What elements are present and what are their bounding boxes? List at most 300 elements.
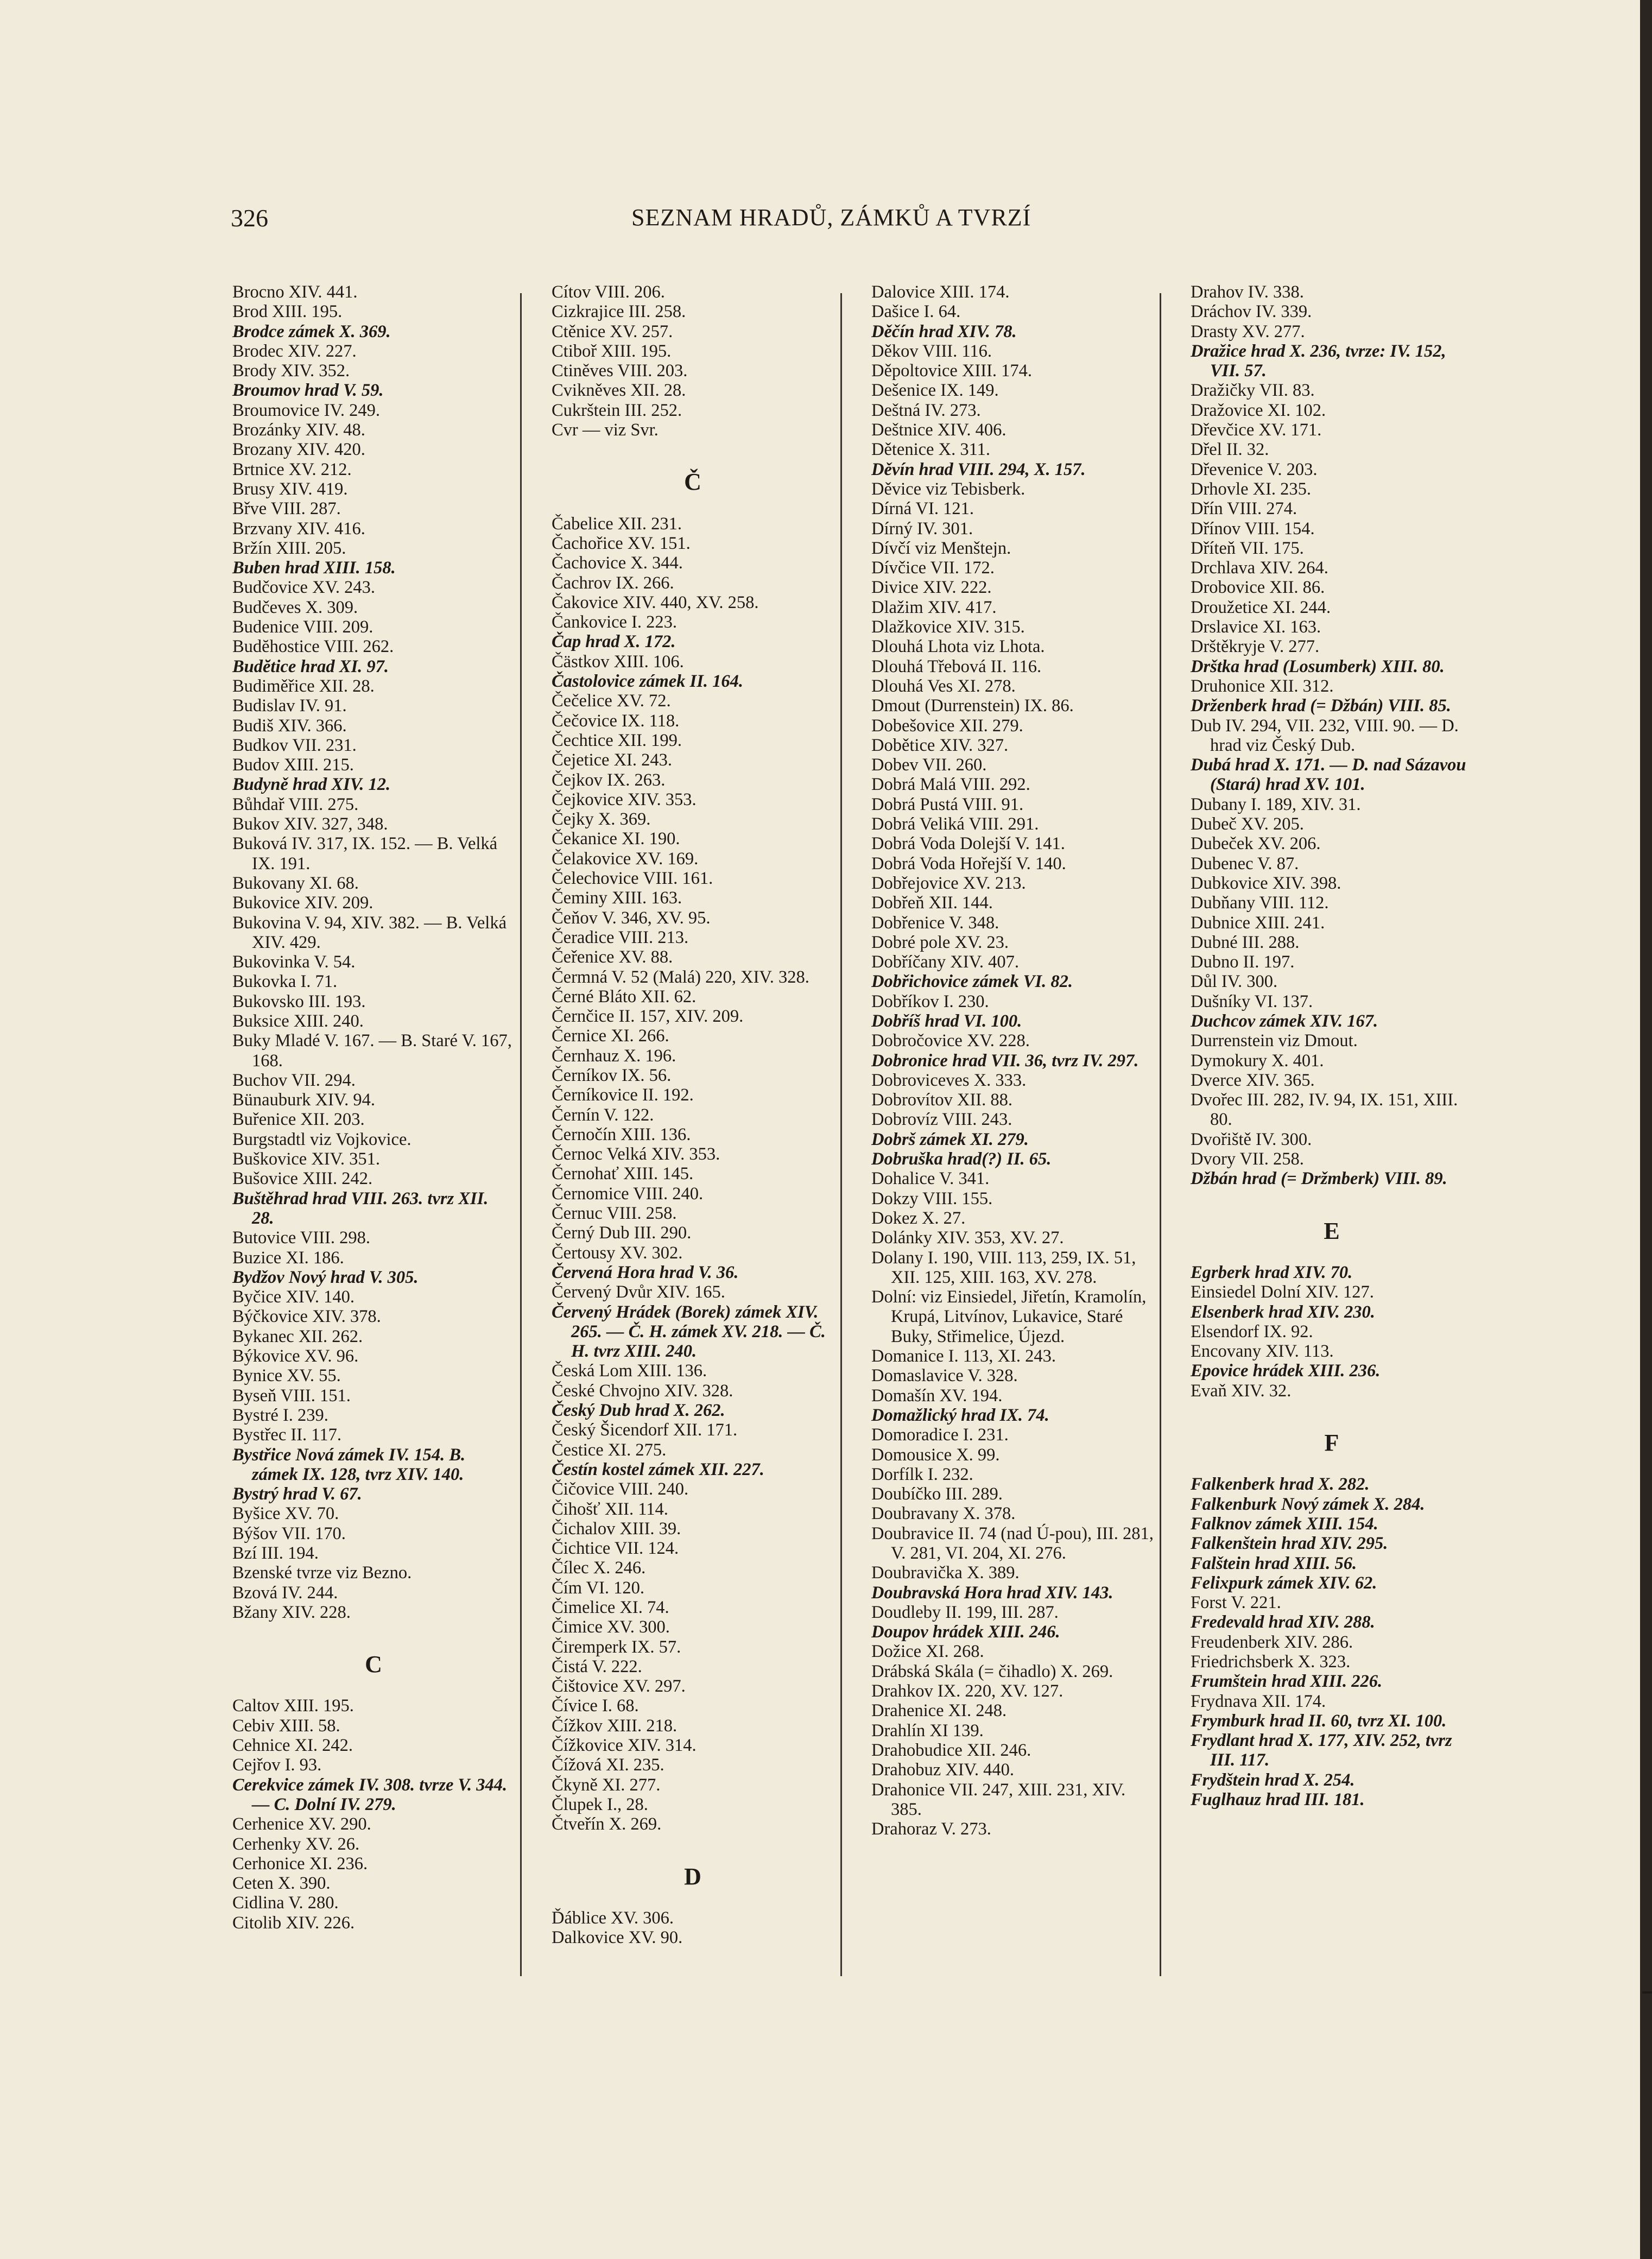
index-entry: Čejetice XI. 243. [552,750,673,770]
index-entry: Budislav IV. 91. [232,696,347,716]
index-entry: Dlouhá Ves XI. 278. [871,676,1016,696]
index-entry: Dobrovíz VIII. 243. [871,1110,1012,1130]
column-divider [520,293,522,1976]
index-entry: Čechtice XII. 199. [552,730,682,750]
index-entry: Budčovice XV. 243. [232,578,375,598]
section-letter: E [1324,1217,1340,1244]
index-entry: Dubno II. 197. [1191,952,1295,972]
index-entry: Divice XIV. 222. [871,578,992,598]
index-entry: Dlažkovice XIV. 315. [871,617,1025,637]
index-entry: Fuglhauz hrad III. 181. [1191,1790,1365,1810]
index-entry: Černhauz X. 196. [552,1046,676,1066]
index-entry: Dubnice XIII. 241. [1191,913,1325,933]
index-entry: Elsenberk hrad XIV. 230. [1191,1302,1375,1322]
index-entry: Dobrá Voda Hořejší V. 140. [871,853,1066,874]
index-entry: Dlouhá Třebová II. 116. [871,656,1042,676]
index-entry: Drahkov IX. 220, XV. 127. [871,1681,1064,1701]
index-entry: Drslavice XI. 163. [1191,617,1321,637]
index-entry: Dokzy VIII. 155. [871,1188,993,1208]
index-entry: Durrenstein viz Dmout. [1191,1031,1358,1051]
index-entry: Brodec XIV. 227. [232,341,357,361]
index-entry: Čankovice I. 223. [552,612,678,632]
index-entry: Česká Lom XIII. 136. [552,1361,707,1381]
index-entry: Bünauburk XIV. 94. [232,1090,375,1110]
index-entry: Doupov hrádek XIII. 246. [871,1622,1060,1642]
index-entry: Citolib XIV. 226. [232,1913,355,1933]
index-entry: Čečovice IX. 118. [552,711,680,731]
index-entry: Byseň VIII. 151. [232,1385,351,1406]
index-entry: Dverce XIV. 365. [1191,1070,1315,1090]
index-entry: Epovice hrádek XIII. 236. [1191,1361,1381,1381]
index-entry: Buksice XIII. 240. [232,1011,364,1031]
index-entry: Dívčí viz Menštejn. [871,538,1011,558]
index-entry: Černohať XIII. 145. [552,1164,694,1184]
index-entry: Dobříčany XIV. 407. [871,952,1019,972]
index-entry: Domousice X. 99. [871,1445,1000,1465]
index-entry: Český Šicendorf XII. 171. [552,1420,738,1440]
index-entry: Čabelice XII. 231. [552,514,682,534]
index-entry: Freudenberk XIV. 286. [1191,1632,1353,1652]
index-entry: Buková IV. 317, IX. 152. — B. Velká IX. 191. [232,834,498,874]
index-entry: Čeminy XIII. 163. [552,888,682,908]
index-entry: Drahoraz V. 273. [871,1819,991,1839]
index-entry: Čívice I. 68. [552,1696,639,1716]
index-entry: Čeňov V. 346, XV. 95. [552,908,711,928]
index-entry: České Chvojno XIV. 328. [552,1381,733,1401]
index-entry: Býčkovice XIV. 378. [232,1307,381,1327]
index-entry: Brocno XIV. 441. [232,282,358,302]
index-entry: Dub IV. 294, VII. 232, VIII. 90. — D. hrad viz Český Dub. [1191,716,1459,755]
index-entry: Čím VI. 120. [552,1578,644,1598]
index-entry: Bzí III. 194. [232,1543,319,1563]
index-entry: Drženberk hrad (= Džbán) VIII. 85. [1191,696,1451,716]
index-entry: Brodce zámek X. 369. [232,321,391,341]
index-entry: Frydštein hrad X. 254. [1191,1770,1355,1790]
index-entry: Čkyně XI. 277. [552,1775,661,1795]
index-entry: Drahov IV. 338. [1191,282,1304,302]
index-entry: Dírná VI. 121. [871,499,974,519]
index-entry: Čejky X. 369. [552,809,651,830]
index-entry: Falkenštein hrad XIV. 295. [1191,1534,1388,1554]
index-entry: Čížkov XIII. 218. [552,1716,678,1736]
index-entry: Drahlín XI 139. [871,1720,984,1741]
index-entry: Doubravice II. 74 (nad Ú-pou), III. 281, V. 281, VI. 204, XI. 276. [871,1523,1154,1563]
index-entry: Dřín VIII. 274. [1191,499,1297,519]
index-entry: Brozany XIV. 420. [232,440,365,460]
index-entry: Cvikněves XII. 28. [552,381,686,401]
index-entry: Drábská Skála (= čihadlo) X. 269. [871,1661,1113,1681]
index-entry: Dobruška hrad(?) II. 65. [871,1149,1052,1169]
index-entry: Cerekvice zámek IV. 308. tvrze V. 344. — C. Dolní IV. 279. [232,1775,508,1814]
index-entry: Brtnice XV. 212. [232,459,352,479]
index-entry: Bzenské tvrze viz Bezno. [232,1563,412,1583]
index-entry: Cerhonice XI. 236. [232,1853,368,1874]
index-entry: Dráchov IV. 339. [1191,302,1312,322]
index-entry: Cizkrajice III. 258. [552,302,686,322]
index-entry: Bystřice Nová zámek IV. 154. B. zámek IX. 128, tvrz XIV. 140. [232,1445,466,1484]
index-entry: Domanice I. 113, XI. 243. [871,1346,1056,1366]
index-entry: Brozánky XIV. 48. [232,420,365,440]
index-entry: Čečelice XV. 72. [552,691,671,711]
index-entry: Bystré I. 239. [232,1405,328,1425]
index-entry: Doudleby II. 199, III. 287. [871,1602,1059,1622]
index-entry: Bůhdař VIII. 275. [232,794,359,814]
index-entry: Cehnice XI. 242. [232,1736,353,1756]
index-entry: Frydnava XII. 174. [1191,1691,1326,1711]
index-entry: Brzvany XIV. 416. [232,518,365,539]
index-entry: Dobročovice XV. 228. [871,1031,1030,1051]
index-entry: Červený Hrádek (Borek) zámek XIV. 265. — Č. H. zámek XV. 218. — Č. H. tvrz XIII. 240. [552,1302,826,1362]
index-entry: Bukovina V. 94, XIV. 382. — B. Velká XIV. 429. [232,913,507,952]
index-entry: Dymokury X. 401. [1191,1051,1324,1071]
index-entry: Dobrá Malá VIII. 292. [871,775,1030,795]
index-entry: Dobrá Veliká VIII. 291. [871,814,1039,834]
index-entry: Černý Dub III. 290. [552,1223,692,1243]
index-entry: Černčice II. 157, XIV. 209. [552,1007,744,1027]
index-entry: Budĕhostice VIII. 262. [232,637,394,657]
index-entry: Čachrov IX. 266. [552,573,674,593]
index-entry: Dřevčice XV. 171. [1191,420,1322,440]
index-entry: Dušníky VI. 137. [1191,991,1313,1011]
index-entry: Bystřec II. 117. [232,1425,341,1445]
index-entry: Čihošť XII. 114. [552,1499,668,1519]
index-entry: Budyně hrad XIV. 12. [232,775,391,795]
index-entry: Bykanec XII. 262. [232,1326,363,1346]
index-entry: Černíkovice II. 192. [552,1085,694,1105]
index-entry: Čílec X. 246. [552,1558,646,1578]
index-entry: Deštnice XIV. 406. [871,420,1007,440]
index-entry: Budiměřice XII. 28. [232,676,375,696]
index-entry: Dobré pole XV. 23. [871,932,1009,952]
index-entry: Drštka hrad (Losumberk) XIII. 80. [1191,656,1445,676]
index-entry: Ctiněves VIII. 203. [552,361,688,381]
index-entry: Buky Mladé V. 167. — B. Staré V. 167, 168. [232,1031,512,1071]
index-entry: Děkov VIII. 116. [871,341,992,361]
index-entry: Falknov zámek XIII. 154. [1191,1514,1378,1534]
index-entry: Dubeč XV. 205. [1191,814,1304,834]
index-entry: Drobovice XII. 86. [1191,578,1325,598]
index-entry: Dolany I. 190, VIII. 113, 259, IX. 51, XII. 125, XIII. 163, XV. 278. [871,1248,1136,1287]
index-entry: Bukovsko III. 193. [232,991,366,1011]
index-entry: Drchlava XIV. 264. [1191,558,1328,578]
index-entry: Butovice VIII. 298. [232,1228,370,1248]
index-entry: Brusy XIV. 419. [232,479,348,499]
index-entry: Budkov VII. 231. [232,735,357,755]
index-entry: Dětenice X. 311. [871,440,990,460]
section-letter: C [365,1651,382,1678]
index-entry: Čelakovice XV. 169. [552,849,699,869]
index-entry: Forst V. 221. [1191,1593,1281,1613]
index-entry: Černočín XIII. 136. [552,1124,691,1144]
index-entry: Fredevald hrad XIV. 288. [1191,1612,1375,1632]
index-entry: Buštěhrad hrad VIII. 263. tvrz XII. 28. [232,1188,489,1228]
index-entry: Budiš XIV. 366. [232,716,347,736]
index-entry: Džbán hrad (= Držmberk) VIII. 89. [1191,1169,1447,1189]
index-entry: Dlouhá Lhota viz Lhota. [871,637,1045,657]
index-entry: Děvice viz Tebisberk. [871,479,1026,499]
index-entry: Čimice XV. 300. [552,1617,670,1637]
index-entry: Důl IV. 300. [1191,972,1278,992]
index-entry: Budov XIII. 215. [232,755,354,775]
index-entry: Čiremperk IX. 57. [552,1637,681,1657]
index-entry: Čertousy XV. 302. [552,1243,683,1263]
index-entry: Doubravany X. 378. [871,1504,1016,1524]
index-entry: Dožice XI. 268. [871,1642,984,1662]
index-entry: Čtveřín X. 269. [552,1814,662,1834]
index-entry: Evaň XIV. 32. [1191,1381,1292,1401]
index-entry: Černuc VIII. 258. [552,1204,677,1224]
index-entry: Falkenberk hrad X. 282. [1191,1475,1370,1495]
index-column-4 [1191,282,1473,1809]
index-entry: Břve VIII. 287. [232,499,341,519]
index-entry: Falkenburk Nový zámek X. 284. [1191,1494,1425,1514]
index-entry: Dřel II. 32. [1191,440,1269,460]
index-entry: Dorfílk I. 232. [871,1464,973,1484]
index-entry: Domoradice I. 231. [871,1425,1009,1445]
column-divider [1160,293,1161,1976]
index-entry: Cerhenice XV. 290. [232,1814,371,1834]
column-divider [840,293,842,1976]
index-entry: Čelechovice VIII. 161. [552,869,713,889]
index-entry: Čestín kostel zámek XII. 227. [552,1459,764,1479]
index-entry: Druhonice XII. 312. [1191,676,1334,696]
index-entry: Čeradice VIII. 213. [552,927,689,947]
index-entry: Čakovice XIV. 440, XV. 258. [552,592,759,612]
index-entry: Dohalice V. 341. [871,1169,990,1189]
index-entry: Drštěkryje V. 277. [1191,637,1320,657]
index-entry: Bukovany XI. 68. [232,873,359,893]
index-entry: Čimelice XI. 74. [552,1598,669,1617]
index-entry: Dešenice IX. 149. [871,381,999,401]
page-number: 326 [231,204,268,232]
index-entry: Budenice VIII. 209. [232,617,374,637]
index-entry: Dobešovice XII. 279. [871,716,1023,736]
index-entry: Bukovka I. 71. [232,972,338,992]
index-entry: Doubíčko III. 289. [871,1484,1003,1504]
index-entry: Čästkov XIII. 106. [552,651,684,672]
index-entry: Buchov VII. 294. [232,1070,356,1090]
index-entry: Dobrá Pustá VIII. 91. [871,794,1024,814]
index-entry: Dobrovítov XII. 88. [871,1090,1012,1110]
index-entry: Ctiboř XIII. 195. [552,341,672,361]
index-entry: Buškovice XIV. 351. [232,1149,381,1169]
index-entry: Dobříš hrad VI. 100. [871,1011,1022,1031]
index-entry: Cidlina V. 280. [232,1893,339,1913]
index-entry: Buzice XI. 186. [232,1248,344,1268]
index-entry: Frydlant hrad X. 177, XIV. 252, tvrz III. 117. [1191,1731,1452,1770]
index-entry: Cvr — viz Svr. [552,420,659,440]
index-entry: Dříteň VII. 175. [1191,538,1304,558]
index-entry: Bynice XV. 55. [232,1366,341,1386]
index-entry: Dobroviceves X. 333. [871,1070,1027,1090]
index-entry: Čížkovice XIV. 314. [552,1736,697,1756]
index-entry: Cítov VIII. 206. [552,282,665,302]
index-entry: Dubňany VIII. 112. [1191,893,1329,913]
index-entry: Elsendorf IX. 92. [1191,1321,1313,1342]
index-entry: Drasty XV. 277. [1191,321,1305,341]
index-entry: Dobřichovice zámek VI. 82. [871,972,1073,992]
index-entry: Býkovice XV. 96. [232,1346,359,1366]
index-entry: Čičovice VIII. 240. [552,1479,689,1499]
index-entry: Egrberk hrad XIV. 70. [1191,1262,1353,1282]
index-entry: Čeřenice XV. 88. [552,947,673,967]
index-entry: Bukov XIV. 327, 348. [232,814,388,834]
index-entry: Čestice XI. 275. [552,1440,667,1460]
index-entry: Český Dub hrad X. 262. [552,1401,725,1421]
index-entry: Byčice XIV. 140. [232,1287,355,1307]
index-entry: Bušovice XIII. 242. [232,1169,373,1189]
index-entry: Dvořiště IV. 300. [1191,1129,1312,1149]
index-entry: Bžany XIV. 228. [232,1602,351,1622]
index-entry: Dobřeň XII. 144. [871,893,993,913]
index-entry: Budčeves X. 309. [232,597,358,617]
index-entry: Dírný IV. 301. [871,518,973,539]
index-entry: Felixpurk zámek XIV. 62. [1191,1573,1377,1593]
index-entry: Černoc Velká XIV. 353. [552,1144,720,1165]
index-entry: Encovany XIV. 113. [1191,1342,1334,1362]
index-entry: Deštná IV. 273. [871,400,981,420]
index-entry: Drahobudice XII. 246. [871,1740,1031,1760]
index-entry: Einsiedel Dolní XIV. 127. [1191,1282,1374,1302]
index-entry: Friedrichsberk X. 323. [1191,1652,1351,1672]
section-letter: F [1324,1429,1339,1457]
section-letter: Č [684,469,701,496]
index-entry: Dubkovice XIV. 398. [1191,873,1341,893]
index-entry: Čichtice VII. 124. [552,1539,679,1559]
index-entry: Brody XIV. 352. [232,361,350,381]
index-entry: Dřínov VIII. 154. [1191,518,1315,539]
index-entry: Dobrá Voda Dolejší V. 141. [871,834,1065,854]
index-entry: Dražovice XI. 102. [1191,400,1326,420]
index-entry: Dalovice XIII. 174. [871,282,1010,302]
index-entry: Buben hrad XIII. 158. [232,558,396,578]
running-header: SEZNAM HRADŮ, ZÁMKŮ A TVRZÍ [631,204,1031,231]
index-entry: Červený Dvůr XIV. 165. [552,1282,725,1302]
index-entry: Děpoltovice XIII. 174. [871,361,1033,381]
index-entry: Falštein hrad XIII. 56. [1191,1553,1357,1573]
index-entry: Bukovice XIV. 209. [232,893,374,913]
index-entry: Dřevenice V. 203. [1191,459,1318,479]
index-entry: Frumštein hrad XIII. 226. [1191,1672,1383,1692]
index-entry: Čížová XI. 235. [552,1755,664,1775]
index-entry: Dubenec V. 87. [1191,853,1299,874]
index-entry: Černé Bláto XII. 62. [552,986,697,1007]
index-entry: Dobřejovice XV. 213. [871,873,1026,893]
index-entry: Bukovinka V. 54. [232,952,356,972]
index-entry: Dokez X. 27. [871,1208,966,1228]
page-edge-shadow [1640,0,1652,2259]
index-entry: Budĕtice hrad XI. 97. [232,656,389,676]
index-entry: Častolovice zámek II. 164. [552,672,743,692]
index-entry: Dubá hrad X. 171. — D. nad Sázavou (Stará) hrad XV. 101. [1191,755,1466,795]
index-entry: Byšice XV. 70. [232,1504,339,1524]
index-entry: Dvořec III. 282, IV. 94, IX. 151, XIII. 80. [1191,1090,1458,1130]
index-entry: Dívčice VII. 172. [871,558,995,578]
index-entry: Bzová IV. 244. [232,1583,338,1603]
index-entry: Cukrštein III. 252. [552,400,682,420]
index-entry: Dražičky VII. 83. [1191,381,1315,401]
index-entry: Černín V. 122. [552,1105,654,1125]
index-entry: Drahobuz XIV. 440. [871,1760,1014,1780]
index-entry: Caltov XIII. 195. [232,1696,354,1716]
index-entry: Dubné III. 288. [1191,932,1300,952]
index-entry: Červená Hora hrad V. 36. [552,1262,739,1282]
index-column-3 [871,282,1154,1839]
index-entry: Čekanice XI. 190. [552,829,680,849]
index-entry: Čichalov XIII. 39. [552,1518,681,1539]
index-entry: Doubravička X. 389. [871,1563,1020,1583]
index-entry: Černice XI. 266. [552,1026,669,1046]
index-entry: Brod XIII. 195. [232,302,343,322]
index-entry: Čejkov IX. 263. [552,770,666,790]
index-entry: Ctěnice XV. 257. [552,321,673,341]
index-entry: Bydžov Nový hrad V. 305. [232,1267,419,1287]
index-entry: Bržín XIII. 205. [232,538,346,558]
index-entry: Buřenice XII. 203. [232,1110,365,1130]
index-entry: Dvory VII. 258. [1191,1149,1304,1169]
index-entry: Ďáblice XV. 306. [552,1908,674,1928]
index-entry: Čap hrad X. 172. [552,632,676,652]
index-entry: Dobřenice V. 348. [871,913,999,933]
index-entry: Černomice VIII. 240. [552,1184,704,1204]
index-entry: Černíkov IX. 56. [552,1065,672,1085]
index-entry: Drahonice VII. 247, XIII. 231, XIV. 385. [871,1780,1126,1819]
index-entry: Člupek I., 28. [552,1794,648,1814]
index-entry: Dlažim XIV. 417. [871,597,997,617]
index-entry: Čištovice XV. 297. [552,1676,686,1697]
index-entry: Čermná V. 52 (Malá) 220, XIV. 328. [552,967,809,987]
index-entry: Dolní: viz Einsiedel, Jiřetín, Kramolín, Krupá, Litvínov, Lukavice, Staré Buky, Střimelice, Újezd. [871,1287,1147,1346]
index-entry: Dolánky XIV. 353, XV. 27. [871,1228,1064,1248]
index-entry: Bystrý hrad V. 67. [232,1484,362,1504]
index-entry: Dobětice XIV. 327. [871,735,1009,755]
index-entry: Děvín hrad VIII. 294, X. 157. [871,459,1086,479]
index-entry: Ceten X. 390. [232,1874,331,1894]
index-entry: Domaslavice V. 328. [871,1366,1018,1386]
index-entry: Cebiv XIII. 58. [232,1716,340,1736]
index-entry: Drahenice XI. 248. [871,1701,1007,1721]
index-entry: Býšov VII. 170. [232,1523,346,1543]
index-entry: Dobev VII. 260. [871,755,987,775]
index-entry: Dobříkov I. 230. [871,991,989,1011]
index-entry: Burgstadtl viz Vojkovice. [232,1129,412,1149]
index-entry: Dalkovice XV. 90. [552,1928,683,1948]
index-entry: Čachořice XV. 151. [552,533,691,553]
index-entry: Broumovice IV. 249. [232,400,381,420]
index-entry: Dobronice hrad VII. 36, tvrz IV. 297. [871,1051,1139,1071]
index-entry: Domažlický hrad IX. 74. [871,1405,1049,1425]
index-entry: Droužetice XI. 244. [1191,597,1331,617]
index-entry: Dobrš zámek XI. 279. [871,1129,1029,1149]
index-entry: Čejkovice XIV. 353. [552,789,697,809]
index-entry: Cerhenky XV. 26. [232,1834,360,1854]
index-entry: Dražice hrad X. 236, tvrze: IV. 152, VII. 57. [1191,341,1446,381]
index-column-2 [552,282,834,1947]
index-entry: Čistá V. 222. [552,1656,642,1676]
index-entry: Duchcov zámek XIV. 167. [1191,1011,1378,1031]
index-entry: Cejřov I. 93. [232,1755,322,1775]
index-entry: Doubravská Hora hrad XIV. 143. [871,1583,1113,1603]
index-entry: Dašice I. 64. [871,302,961,322]
page-edge-mark [1642,1991,1652,1994]
section-letter: D [684,1863,701,1890]
index-entry: Dubeček XV. 206. [1191,834,1321,854]
index-entry: Dubany I. 189, XIV. 31. [1191,794,1361,814]
index-entry: Čachovice X. 344. [552,553,683,573]
index-entry: Děčín hrad XIV. 78. [871,321,1017,341]
index-entry: Dmout (Durrenstein) IX. 86. [871,696,1074,716]
index-entry: Broumov hrad V. 59. [232,381,384,401]
